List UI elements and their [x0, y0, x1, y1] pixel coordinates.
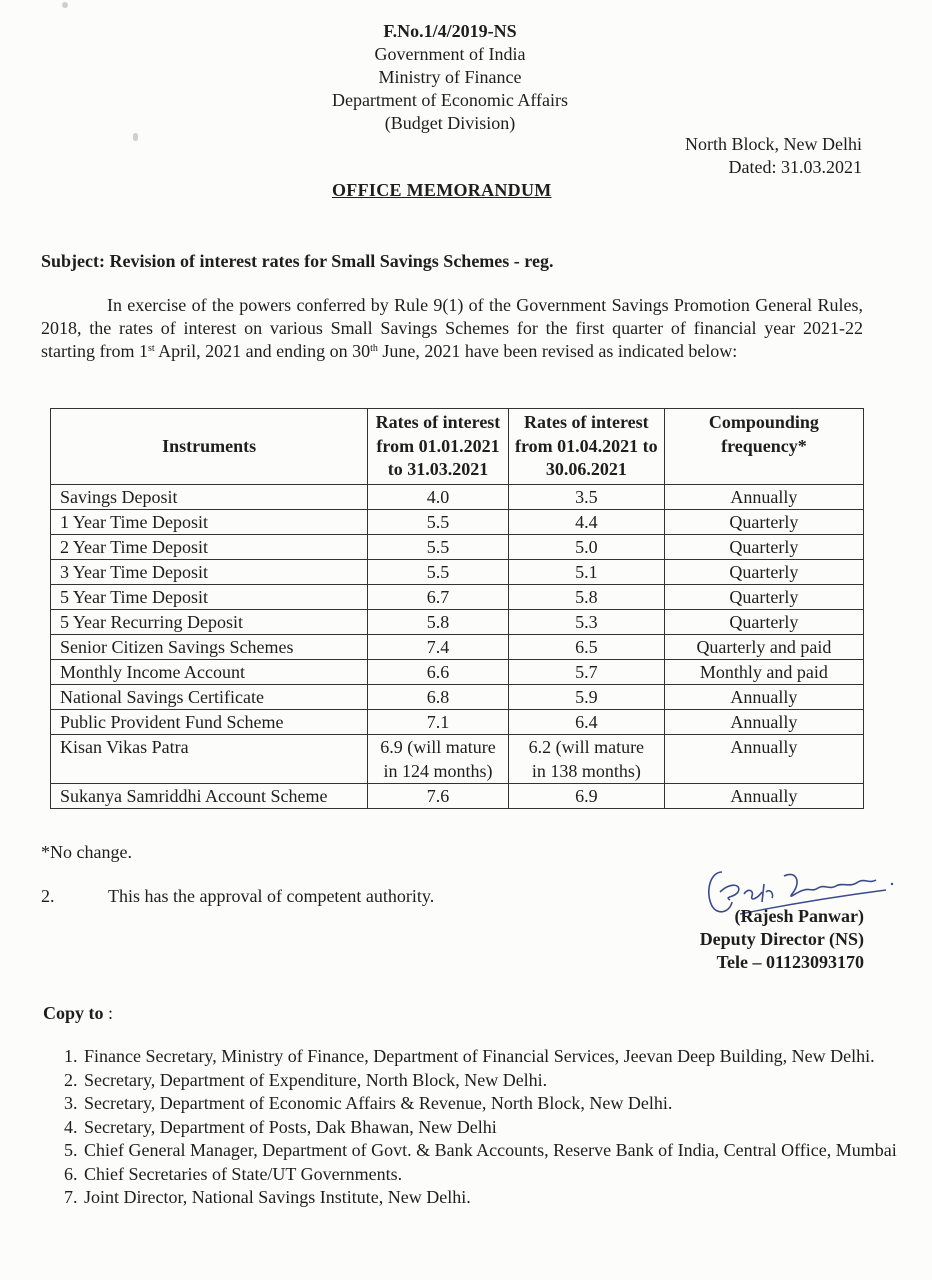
- rate-old-cell: 6.8: [368, 684, 509, 709]
- body-text: April, 2021 and ending on 30: [154, 341, 371, 361]
- instrument-cell: Kisan Vikas Patra: [51, 734, 368, 783]
- rate-new-cell: 5.0: [508, 534, 664, 559]
- frequency-cell: Quarterly: [664, 509, 863, 534]
- rate-new-cell: 6.2 (will mature in 138 months): [508, 734, 664, 783]
- frequency-cell: Quarterly: [664, 534, 863, 559]
- instrument-cell: Sukanya Samriddhi Account Scheme: [51, 783, 368, 808]
- table-row: [51, 484, 864, 509]
- frequency-cell: Annually: [664, 783, 863, 808]
- instrument-cell: 5 Year Recurring Deposit: [51, 609, 368, 634]
- header-rate-new: Rates of interest from 01.04.2021 to 30.06.2021: [508, 409, 664, 485]
- rate-old-cell: 6.9 (will mature in 124 months): [368, 734, 509, 783]
- place-date-block: [685, 133, 862, 179]
- org-government: Government of India: [374, 44, 526, 64]
- date: Dated: 31.03.2021: [728, 157, 862, 177]
- instrument-cell: Savings Deposit: [51, 484, 368, 509]
- rate-old-cell: 5.5: [368, 559, 509, 584]
- rate-new-cell: 5.1: [508, 559, 664, 584]
- instrument-cell: 1 Year Time Deposit: [51, 509, 368, 534]
- frequency-cell: Quarterly: [664, 609, 863, 634]
- list-item: 7. Joint Director, National Savings Institute, New Delhi.: [82, 1186, 912, 1210]
- frequency-cell: Monthly and paid: [664, 659, 863, 684]
- list-item: 6. Chief Secretaries of State/UT Governments.: [82, 1163, 912, 1187]
- rate-old-cell: 6.6: [368, 659, 509, 684]
- list-item: 2. Secretary, Department of Expenditure, North Block, New Delhi.: [82, 1069, 912, 1093]
- instrument-cell: 3 Year Time Deposit: [51, 559, 368, 584]
- interest-rates-table: [50, 408, 864, 809]
- table-row: [51, 783, 864, 808]
- signatory-name: (Rajesh Panwar): [734, 906, 864, 926]
- body-text: In exercise of the powers conferred by Rule 9(1) of the Government Savings Promotion General Rules, 2018, the rates of interest on various Small Savings Schemes for the first quarter of financial year 2021-22 starting from 1: [41, 295, 863, 361]
- paragraph-number: 2.: [41, 886, 55, 906]
- list-item: 1. Finance Secretary, Ministry of Finance, Department of Financial Services, Jeevan Deep Building, New Delhi.: [82, 1045, 912, 1069]
- rate-old-cell: 7.4: [368, 634, 509, 659]
- scan-speck: [133, 133, 138, 141]
- body-paragraph: [41, 294, 863, 363]
- instrument-cell: 2 Year Time Deposit: [51, 534, 368, 559]
- header-instruments: Instruments: [51, 409, 368, 485]
- table-row: [51, 559, 864, 584]
- table-header-row: [51, 409, 864, 485]
- superscript: th: [370, 343, 378, 354]
- org-ministry: Ministry of Finance: [378, 67, 522, 87]
- rate-old-cell: 7.1: [368, 709, 509, 734]
- instrument-cell: Public Provident Fund Scheme: [51, 709, 368, 734]
- rate-new-cell: 5.9: [508, 684, 664, 709]
- rate-new-cell: 4.4: [508, 509, 664, 534]
- frequency-cell: Quarterly and paid: [664, 634, 863, 659]
- frequency-cell: Annually: [664, 709, 863, 734]
- frequency-cell: Quarterly: [664, 559, 863, 584]
- rate-new-cell: 6.9: [508, 783, 664, 808]
- header-compounding: Compounding frequency*: [664, 409, 863, 485]
- table-row: [51, 659, 864, 684]
- signatory-phone: Tele – 01123093170: [716, 952, 864, 972]
- rate-old-cell: 5.8: [368, 609, 509, 634]
- copy-to-heading: [43, 1003, 113, 1024]
- rate-old-cell: 6.7: [368, 584, 509, 609]
- signatory-block: [700, 905, 864, 974]
- table-row: [51, 584, 864, 609]
- rate-new-cell: 3.5: [508, 484, 664, 509]
- document-title: OFFICE MEMORANDUM: [332, 180, 552, 200]
- list-item: 5. Chief General Manager, Department of Govt. & Bank Accounts, Reserve Bank of India, Central Office, Mumbai: [82, 1139, 912, 1163]
- frequency-cell: Quarterly: [664, 584, 863, 609]
- instrument-cell: National Savings Certificate: [51, 684, 368, 709]
- table-row: [51, 684, 864, 709]
- rate-new-cell: 5.8: [508, 584, 664, 609]
- table-row: [51, 709, 864, 734]
- scan-speck: [62, 2, 68, 8]
- approval-paragraph: [41, 886, 434, 907]
- rate-old-cell: 7.6: [368, 783, 509, 808]
- header-rate-old: Rates of interest from 01.01.2021 to 31.03.2021: [368, 409, 509, 485]
- superscript: st: [147, 343, 155, 354]
- copy-to-label: Copy to: [43, 1003, 104, 1023]
- approval-text: This has the approval of competent authority.: [108, 886, 435, 906]
- org-division: (Budget Division): [384, 113, 516, 133]
- list-item: 3. Secretary, Department of Economic Affairs & Revenue, North Block, New Delhi.: [82, 1092, 912, 1116]
- instrument-cell: Monthly Income Account: [51, 659, 368, 684]
- table-row: [51, 609, 864, 634]
- table-row: [51, 634, 864, 659]
- org-department: Department of Economic Affairs: [331, 90, 569, 110]
- rate-old-cell: 5.5: [368, 509, 509, 534]
- frequency-cell: Annually: [664, 734, 863, 783]
- table-row: [51, 534, 864, 559]
- rate-new-cell: 6.5: [508, 634, 664, 659]
- file-number: F.No.1/4/2019-NS: [383, 21, 517, 41]
- body-text: June, 2021 have been revised as indicated below:: [377, 341, 738, 361]
- rate-new-cell: 5.3: [508, 609, 664, 634]
- place: North Block, New Delhi: [685, 134, 862, 154]
- rate-old-cell: 4.0: [368, 484, 509, 509]
- signatory-designation: Deputy Director (NS): [699, 929, 864, 949]
- rate-old-cell: 5.5: [368, 534, 509, 559]
- instrument-cell: Senior Citizen Savings Schemes: [51, 634, 368, 659]
- rate-new-cell: 5.7: [508, 659, 664, 684]
- rate-new-cell: 6.4: [508, 709, 664, 734]
- table-row: [51, 509, 864, 534]
- footnote: *No change.: [41, 842, 132, 862]
- letterhead: [300, 20, 600, 135]
- copy-to-list: [42, 1045, 912, 1210]
- frequency-cell: Annually: [664, 684, 863, 709]
- copy-to-colon: :: [103, 1003, 114, 1023]
- instrument-cell: 5 Year Time Deposit: [51, 584, 368, 609]
- subject-line: Subject: Revision of interest rates for Small Savings Schemes - reg.: [41, 251, 554, 271]
- list-item: 4. Secretary, Department of Posts, Dak Bhawan, New Delhi: [82, 1116, 912, 1140]
- table-row: [51, 734, 864, 783]
- frequency-cell: Annually: [664, 484, 863, 509]
